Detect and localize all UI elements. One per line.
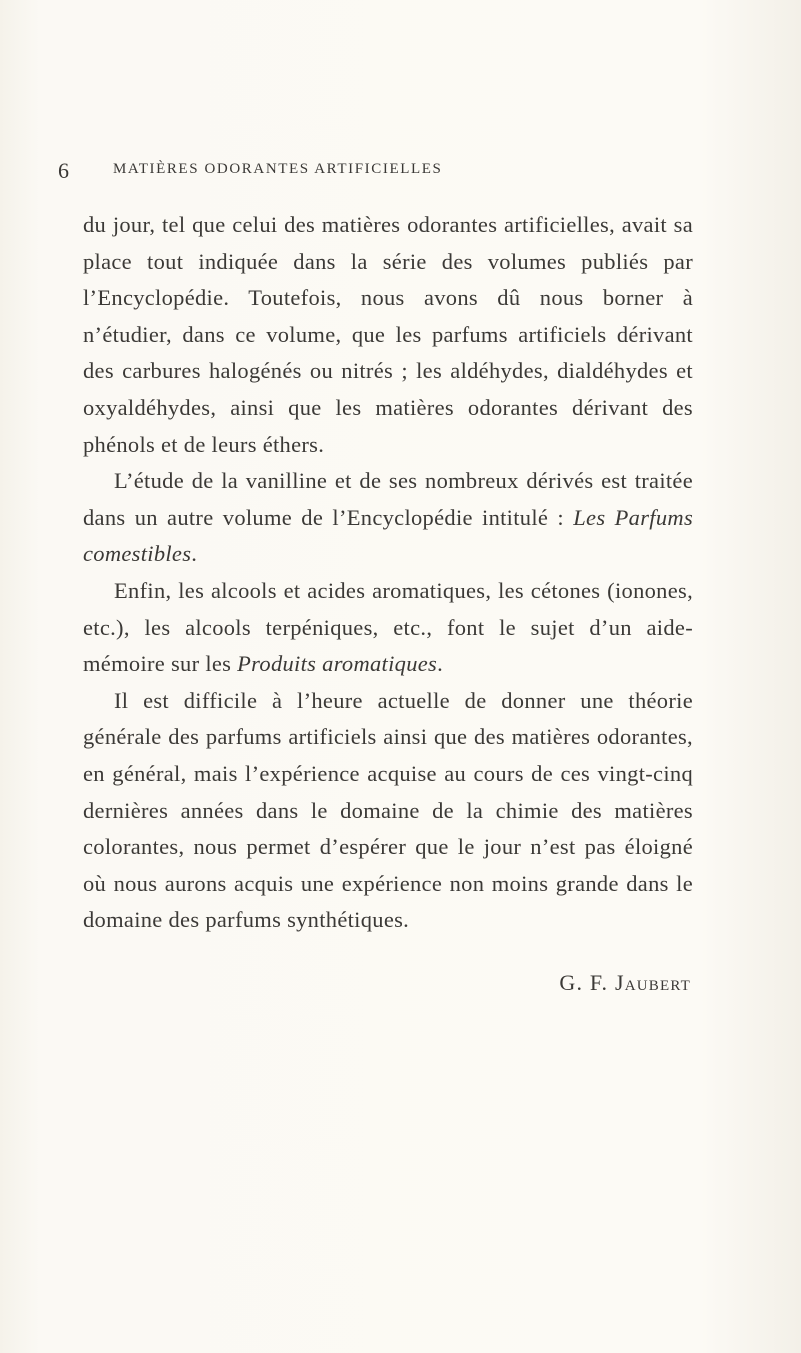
text-run: du jour, tel que celui des matières odorantes artificielles, avait sa place tout indiquée dans la série des volumes publiés par l’Encyclopédie. Toutefois, nous avons dû nous borner à n’étudier, dans ce volume, que les parfums artificiels dérivant des carbures halogénés ou nitrés ; les aldéhydes, dialdéhydes et oxyaldéhydes, ainsi que les matières odorantes dérivant des phénols et de leurs éthers. xyxy=(83,212,693,457)
text-run: Enfin, les alcools et acides aromatiques, les cétones (ionones, etc.), les alcools terpéniques, etc., font le sujet d’un aide-mémoire sur les xyxy=(83,577,693,677)
paragraph xyxy=(83,683,693,939)
page-header xyxy=(58,158,698,188)
signature-initials: G. F. xyxy=(559,970,609,995)
page-number: 6 xyxy=(58,158,69,183)
running-title: MATIÈRES ODORANTES ARTIFICIELLES xyxy=(113,161,443,177)
text-run: L’étude de la vanilline et de ses nombreux dérivés est traitée dans un autre volume de l’Encyclopédie intitulé : xyxy=(83,468,693,530)
body-text xyxy=(83,207,693,939)
italic-title: Les Parfums comestibles xyxy=(83,504,693,567)
author-signature xyxy=(559,970,691,996)
paragraph xyxy=(83,207,693,463)
italic-title: Produits aromatiques xyxy=(237,651,438,677)
paragraph xyxy=(83,573,693,683)
text-run: Il est difficile à l’heure actuelle de donner une théorie générale des parfums artificiels ainsi que des matières odorantes, en général, mais l’expérience acquise au cours de ces vingt-cinq dernières années dans le domaine de la chimie des matières colorantes, nous permet d’espérer que le jour n’est pas éloigné où nous aurons acquis une expérience non moins grande dans le domaine des parfums synthétiques. xyxy=(83,687,693,933)
paragraph xyxy=(83,463,693,573)
text-run: . xyxy=(437,651,444,677)
signature-surname: Jaubert xyxy=(614,970,691,995)
text-run: . xyxy=(191,541,198,567)
